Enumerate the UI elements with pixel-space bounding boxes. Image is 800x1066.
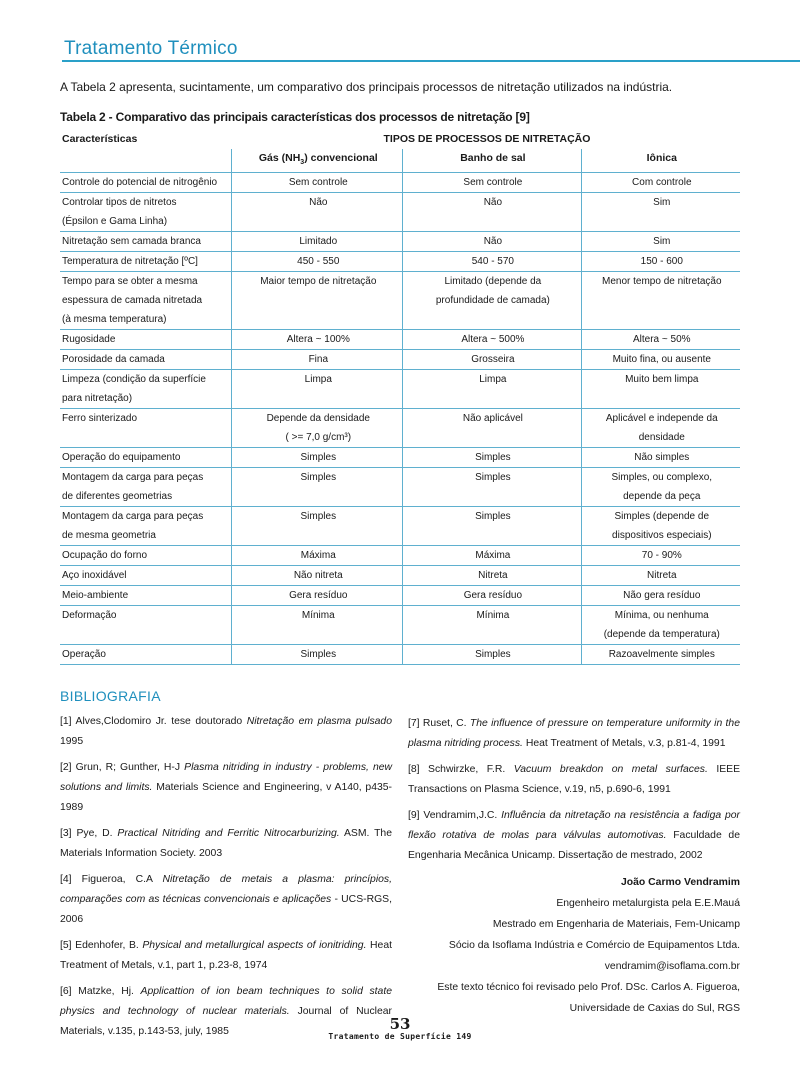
page-footer: Tratamento de Superfície 149 — [328, 1032, 472, 1041]
cell-line: Não — [309, 197, 328, 209]
cell-line: Não simples — [634, 452, 690, 464]
cell-line: espessura de camada nitretada — [62, 295, 203, 307]
cell-line: Simples — [475, 511, 511, 523]
cell-line: Sem controle — [288, 177, 348, 189]
cell-line: Aplicável e independe da — [605, 413, 718, 425]
table-row — [60, 330, 740, 350]
reference-item — [60, 824, 392, 864]
cell-line: Gera resíduo — [463, 590, 523, 602]
cell-line: dispositivos especiais) — [612, 530, 712, 542]
table-cell-c0 — [60, 606, 232, 645]
table-cell-c0 — [60, 370, 232, 409]
reference-authors: [6] Matzke, Hj. — [60, 986, 141, 997]
cell-line: Simples — [300, 452, 337, 464]
table-cell-c0 — [60, 272, 232, 330]
cell-line: Temperatura de nitretação [ºC] — [62, 256, 198, 268]
table-cell-c3 — [581, 468, 740, 507]
table-cell-c1 — [232, 566, 403, 586]
table-cell-c2 — [403, 232, 581, 252]
cell-line: Simples — [475, 452, 511, 464]
table-cell-c0 — [60, 173, 232, 193]
table-cell-c1 — [232, 350, 403, 370]
cell-line: Controlar tipos de nitretos — [62, 197, 177, 209]
reference-authors: [4] Figueroa, C.A — [60, 874, 163, 885]
reference-item — [60, 870, 392, 930]
table-cell-c3 — [581, 645, 740, 665]
cell-line: Menor tempo de nitretação — [602, 276, 722, 288]
cell-line: 150 - 600 — [640, 256, 683, 268]
cell-line: Deformação — [62, 610, 117, 622]
reference-item — [60, 758, 392, 818]
cell-line: (à mesma temperatura) — [62, 314, 167, 326]
table-cell-c2 — [403, 546, 581, 566]
reference-title: The influence of pressure on temperature uniformity in the plasma nitriding process. — [408, 718, 740, 749]
author-line: vendramim@isoflama.com.br — [604, 961, 740, 972]
cell-line: Não gera resíduo — [623, 590, 701, 602]
table-cell-c2 — [403, 350, 581, 370]
reference-title: Nitretação de metais a plasma: princípios, comparações com as técnicas convencionais e aplicações — [60, 874, 392, 905]
table-cell-c2 — [403, 448, 581, 468]
cell-line: Simples — [300, 649, 337, 661]
cell-line: Limitado — [299, 236, 338, 248]
reference-authors: [8] Schwirzke, F.R. — [408, 764, 514, 775]
reference-item — [60, 712, 392, 752]
cell-line: Nitreta — [478, 570, 508, 582]
cell-line: Altera ~ 100% — [286, 334, 350, 346]
cell-line: Nitretação sem camada branca — [62, 236, 201, 248]
cell-line: Rugosidade — [62, 334, 116, 346]
author-line: Universidade de Caxias do Sul, RGS — [569, 1003, 740, 1014]
table-cell-c2 — [403, 370, 581, 409]
reference-authors: [2] Grun, R; Gunther, H-J — [60, 762, 185, 773]
table-row — [60, 645, 740, 665]
table-cell-c1 — [232, 173, 403, 193]
cell-line: Mínima, ou nenhuma — [614, 610, 709, 622]
table-cell-c0 — [60, 232, 232, 252]
author-line: Sócio da Isoflama Indústria e Comércio de Equipamentos Ltda. — [448, 940, 740, 951]
cell-line: Grosseira — [471, 354, 515, 366]
author-line: Mestrado em Engenharia de Materiais, Fem-Unicamp — [492, 919, 740, 930]
cell-line: Simples — [475, 472, 511, 484]
table-row — [60, 606, 740, 645]
cell-line: Altera ~ 50% — [633, 334, 691, 346]
table-cell-c2 — [403, 507, 581, 546]
table-row — [60, 370, 740, 409]
table-cell-c3 — [581, 507, 740, 546]
table-cell-c0 — [60, 546, 232, 566]
reference-item — [408, 760, 740, 800]
author-line: Engenheiro metalurgista pela E.E.Mauá — [556, 898, 740, 909]
cell-line: Simples — [300, 511, 337, 523]
table-cell-c1 — [232, 272, 403, 330]
cell-line: Sim — [653, 197, 671, 209]
header-process-types: TIPOS DE PROCESSOS DE NITRETAÇÃO — [383, 133, 591, 145]
table-cell-c3 — [581, 370, 740, 409]
header-ionic: Iônica — [581, 149, 740, 173]
table-cell-c3 — [581, 409, 740, 448]
cell-line: Limitado (depende da — [444, 276, 542, 288]
reference-source: Heat Treatment of Metals, v.1, part 1, p.23-8, 1974 — [60, 940, 392, 971]
table-row — [60, 272, 740, 330]
cell-line: Montagem da carga para peças — [62, 511, 204, 523]
comparison-table — [60, 130, 740, 665]
table-cell-c2 — [403, 193, 581, 232]
header-gas-sub: 3 — [300, 159, 305, 167]
cell-line: Mínima — [476, 610, 510, 622]
table-cell-c3 — [581, 448, 740, 468]
table-cell-c3 — [581, 252, 740, 272]
cell-line: Operação — [62, 649, 106, 661]
reference-title: Applicattion of ion beam techniques to solid state physics and technology of nuclear materials. — [60, 986, 392, 1017]
table-cell-c3 — [581, 173, 740, 193]
table-cell-c2 — [403, 468, 581, 507]
reference-source: Journal of Nuclear Materials, v.135, p.143-53, july, 1985 — [60, 1006, 392, 1037]
table-cell-c1 — [232, 448, 403, 468]
table-row — [60, 586, 740, 606]
author-name: João Carmo Vendramim — [621, 877, 740, 888]
cell-line: Meio-ambiente — [62, 590, 129, 602]
header-empty — [60, 149, 232, 173]
table-cell-c3 — [581, 586, 740, 606]
cell-line: 70 - 90% — [641, 550, 682, 562]
table-cell-c1 — [232, 507, 403, 546]
reference-source: IEEE Transactions on Plasma Science, v.19, n5, p.690-6, 1991 — [408, 764, 741, 795]
table-row — [60, 173, 740, 193]
table-cell-c1 — [232, 252, 403, 272]
reference-item — [60, 936, 392, 976]
table-cell-c0 — [60, 507, 232, 546]
table-cell-c1 — [232, 586, 403, 606]
table-cell-c1 — [232, 232, 403, 252]
table-row — [60, 232, 740, 252]
cell-line: Simples — [475, 649, 511, 661]
reference-authors: [3] Pye, D. — [60, 828, 118, 839]
cell-line: Ocupação do forno — [62, 550, 148, 562]
table-cell-c0 — [60, 350, 232, 370]
table-cell-c0 — [60, 193, 232, 232]
table-row — [60, 507, 740, 546]
table-cell-c3 — [581, 272, 740, 330]
cell-line: Simples — [300, 472, 337, 484]
cell-line: Limpa — [304, 374, 332, 386]
author-line: Este texto técnico foi revisado pelo Prof. DSc. Carlos A. Figueroa, — [437, 982, 740, 993]
table-header-row-2 — [60, 149, 740, 173]
table-cell-c1 — [232, 546, 403, 566]
table-row — [60, 546, 740, 566]
reference-authors: [1] Alves,Clodomiro Jr. tese doutorado — [60, 716, 247, 727]
reference-authors: [5] Edenhofer, B. — [60, 940, 143, 951]
reference-source: Faculdade de Engenharia Mecânica Unicamp. Dissertação de mestrado, 2002 — [408, 830, 740, 861]
table-cell-c0 — [60, 448, 232, 468]
table-row — [60, 566, 740, 586]
cell-line: Não nitreta — [293, 570, 343, 582]
cell-line: Limpa — [479, 374, 507, 386]
table-cell-c2 — [403, 606, 581, 645]
reference-title: Vacuum breakdon on metal surfaces. — [513, 764, 708, 775]
table-cell-c2 — [403, 272, 581, 330]
cell-line: Altera ~ 500% — [461, 334, 525, 346]
cell-line: densidade — [638, 432, 685, 444]
reference-authors: [7] Ruset, C. — [408, 718, 470, 729]
cell-line: Muito fina, ou ausente — [612, 354, 711, 366]
reference-source: Materials Science and Engineering, v A140, p435-1989 — [60, 782, 393, 813]
cell-line: Maior tempo de nitretação — [260, 276, 377, 288]
reference-authors: [9] Vendramim,J.C. — [408, 810, 502, 821]
cell-line: Fina — [308, 354, 329, 366]
table-header-row-1 — [60, 130, 740, 149]
table-cell-c2 — [403, 252, 581, 272]
reference-item — [408, 806, 740, 866]
cell-line: Limpeza (condição da superfície — [62, 374, 206, 386]
table-cell-c2 — [403, 566, 581, 586]
cell-line: Muito bem limpa — [625, 374, 699, 386]
table-cell-c1 — [232, 193, 403, 232]
cell-line: depende da peça — [623, 491, 701, 503]
cell-line: Máxima — [475, 550, 511, 562]
cell-line: Razoavelmente simples — [608, 649, 715, 661]
cell-line: Depende da densidade — [266, 413, 370, 425]
table-cell-c2 — [403, 173, 581, 193]
reference-source: ASM. The Materials Information Society. 2003 — [60, 828, 392, 859]
table-cell-c1 — [232, 370, 403, 409]
table-cell-c2 — [403, 645, 581, 665]
cell-line: Porosidade da camada — [62, 354, 165, 366]
table-row — [60, 468, 740, 507]
table-cell-c2 — [403, 586, 581, 606]
table-row — [60, 448, 740, 468]
cell-line: para nitretação) — [62, 393, 133, 405]
cell-line: ( >= 7,0 g/cm³) — [285, 432, 352, 444]
table-row — [60, 409, 740, 448]
cell-line: Nitreta — [647, 570, 677, 582]
table-cell-c1 — [232, 606, 403, 645]
table-cell-c3 — [581, 566, 740, 586]
table-cell-c2 — [403, 409, 581, 448]
header-gas — [232, 149, 403, 173]
table-cell-c1 — [232, 468, 403, 507]
cell-line: Simples (depende de — [614, 511, 710, 523]
cell-line: Simples, ou complexo, — [611, 472, 713, 484]
cell-line: Montagem da carga para peças — [62, 472, 204, 484]
cell-line: profundidade de camada) — [435, 295, 550, 307]
cell-line: Não — [483, 197, 503, 209]
cell-line: Não aplicável — [462, 413, 523, 425]
intro-paragraph: A Tabela 2 apresenta, sucintamente, um comparativo dos principais processos de nitretação utilizados na indústria. — [60, 80, 673, 94]
table-cell-c0 — [60, 252, 232, 272]
header-rule — [62, 60, 800, 62]
reference-source: Heat Treatment of Metals, v.3, p.81-4, 1991 — [522, 738, 726, 749]
header-gas-suffix: ) convencional — [304, 152, 378, 164]
reference-title: Plasma nitriding in industry - problems, new solutions and limits. — [60, 762, 393, 793]
table-row — [60, 252, 740, 272]
bibliography-right-column — [408, 714, 740, 872]
cell-line: Com controle — [632, 177, 692, 189]
table-cell-c1 — [232, 409, 403, 448]
table-cell-c0 — [60, 409, 232, 448]
table-cell-c0 — [60, 586, 232, 606]
table-row — [60, 350, 740, 370]
table-cell-c3 — [581, 193, 740, 232]
table-cell-c3 — [581, 606, 740, 645]
cell-line: Operação do equipamento — [62, 452, 181, 464]
cell-line: Não — [483, 236, 503, 248]
cell-line: Controle do potencial de nitrogênio — [62, 177, 218, 189]
header-gas-prefix: Gás (NH — [258, 152, 301, 164]
table-cell-c1 — [232, 330, 403, 350]
table-caption: Tabela 2 - Comparativo das principais características dos processos de nitretação [9] — [60, 110, 530, 124]
table-cell-c1 — [232, 645, 403, 665]
cell-line: (depende da temperatura) — [603, 629, 720, 641]
reference-title: Physical and metallurgical aspects of ionitriding. — [142, 940, 367, 951]
cell-line: Tempo para se obter a mesma — [62, 276, 198, 288]
cell-line: Sim — [653, 236, 671, 248]
reference-title: Nitretação em plasma pulsado — [246, 716, 392, 727]
reference-title: Influência da nitretação na resistência a fadiga por flexão rotativa de molas para válvulas automotivas. — [408, 810, 740, 841]
author-block — [408, 872, 740, 1019]
table-row — [60, 193, 740, 232]
cell-line: 540 - 570 — [471, 256, 514, 268]
cell-line: de mesma geometria — [62, 530, 156, 542]
cell-line: Mínima — [301, 610, 335, 622]
table-cell-c0 — [60, 566, 232, 586]
cell-line: 450 - 550 — [297, 256, 340, 268]
bibliography-title: BIBLIOGRAFIA — [60, 688, 161, 704]
reference-item — [408, 714, 740, 754]
table-cell-c3 — [581, 330, 740, 350]
table-cell-c3 — [581, 350, 740, 370]
table-cell-c0 — [60, 330, 232, 350]
cell-line: Sem controle — [463, 177, 523, 189]
page-header — [0, 0, 800, 62]
cell-line: de diferentes geometrias — [62, 491, 173, 503]
cell-line: Máxima — [300, 550, 336, 562]
table-cell-c3 — [581, 232, 740, 252]
cell-line: (Épsilon e Gama Linha) — [62, 216, 168, 228]
header-characteristics: Características — [62, 133, 138, 145]
table-cell-c0 — [60, 468, 232, 507]
header-salt-bath: Banho de sal — [403, 149, 581, 173]
page-number: 53 — [389, 1015, 411, 1033]
cell-line: Aço inoxidável — [62, 570, 127, 582]
table-cell-c3 — [581, 546, 740, 566]
reference-source: - UCS-RGS, 2006 — [60, 894, 392, 925]
cell-line: Ferro sinterizado — [62, 413, 138, 425]
section-title: Tratamento Térmico — [64, 38, 238, 59]
table-cell-c2 — [403, 330, 581, 350]
reference-title: Practical Nitriding and Ferritic Nitrocarburizing. — [117, 828, 340, 839]
table-cell-c0 — [60, 645, 232, 665]
bibliography-left-column — [60, 712, 392, 1048]
reference-source: 1995 — [60, 736, 84, 747]
cell-line: Gera resíduo — [289, 590, 348, 602]
